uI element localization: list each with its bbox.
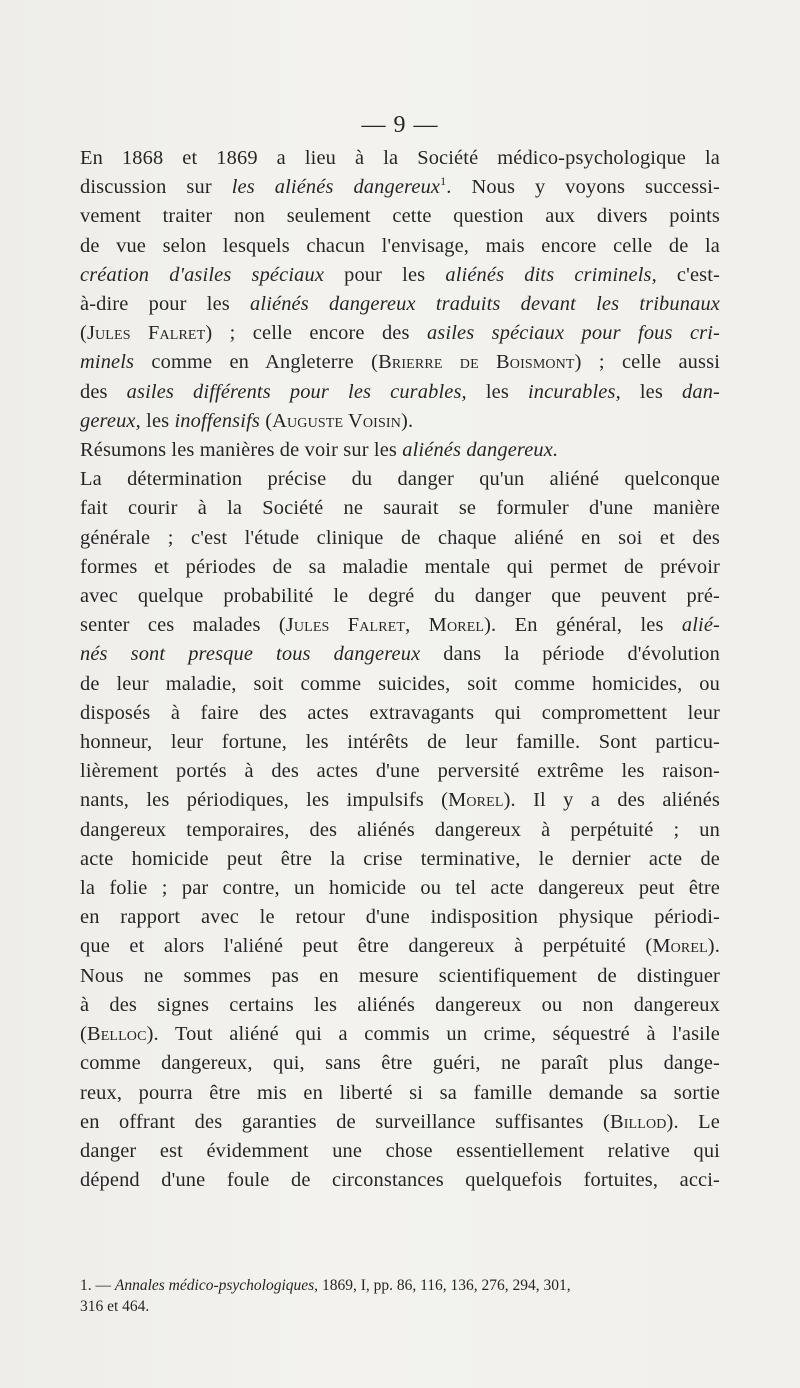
text-run: de leur maladie, soit comme suicides, soit comme homicides, ou	[80, 672, 720, 695]
text-line	[80, 1108, 720, 1137]
text-line	[80, 1079, 720, 1108]
text-run: création d'asiles spéciaux	[80, 263, 325, 286]
body-text	[80, 144, 720, 1195]
text-line	[80, 699, 720, 728]
author-name: Billod	[610, 1110, 667, 1133]
text-run: reux, pourra être mis en liberté si sa famille demande sa sortie	[80, 1081, 720, 1104]
text-run: dépend d'une foule de circonstances quelquefois fortuites, acci-	[80, 1169, 720, 1192]
text-line	[80, 232, 720, 261]
text-line	[80, 640, 720, 669]
text-run: En 1868 et 1869 a lieu à la Société médico-psychologique la	[80, 147, 720, 169]
text-line	[80, 582, 720, 611]
author-name: Morel	[448, 789, 504, 812]
author-name: Auguste Voisin	[272, 409, 402, 432]
text-line	[80, 670, 720, 699]
text-line	[80, 261, 720, 290]
text-line	[80, 407, 720, 436]
text-line	[80, 1166, 720, 1195]
text-run: les	[466, 380, 528, 403]
text-run: ).	[707, 935, 720, 958]
text-line	[80, 874, 720, 903]
text-run: ) ; celle encore des	[205, 322, 427, 345]
text-run: disposés à faire des actes extravagants qui compromettent leur	[80, 701, 720, 724]
text-run: pour les	[324, 263, 446, 286]
text-run: comme dangereux, qui, sans être guéri, ne paraît plus dange-	[80, 1052, 720, 1075]
text-run: ). Il y a des aliénés	[503, 789, 720, 812]
text-run: générale ; c'est l'étude clinique de chaque aliéné en soi et des	[80, 526, 720, 549]
text-line	[80, 757, 720, 786]
text-run: des	[80, 380, 127, 403]
text-run: 1869, I, pp. 86, 116, 136, 276, 294, 301,	[318, 1277, 571, 1294]
text-run: dans la période d'évolution	[420, 643, 720, 666]
text-run: que et alors l'aliéné peut être dangereux à perpétuité (	[80, 935, 653, 958]
footnote	[80, 1275, 720, 1317]
text-run: minels	[80, 351, 135, 374]
text-run: Annales médico-psychologiques,	[114, 1277, 319, 1294]
text-run: asiles spéciaux pour fous cri-	[426, 322, 720, 345]
author-name: Jules Falret	[86, 322, 206, 345]
text-run: fait courir à la Société ne saurait se formuler d'une manière	[80, 497, 720, 520]
text-run: ). Le	[666, 1110, 720, 1133]
text-run: aliénés dangereux traduits devant les tribunaux	[250, 293, 720, 316]
page-number: — 9 —	[361, 112, 439, 138]
text-run: à des signes certains les aliénés dangereux ou non dangereux	[80, 993, 720, 1016]
text-run: avec quelque probabilité le degré du danger que peuvent pré-	[80, 585, 720, 608]
author-name: Jules Falret, Morel	[285, 614, 485, 637]
text-run: nants, les périodiques, les impulsifs (	[80, 789, 449, 812]
text-run: incurables,	[527, 380, 621, 403]
text-run: à-dire pour les	[80, 293, 251, 316]
text-run: (	[80, 322, 87, 345]
text-run: dan-	[682, 380, 720, 403]
text-line	[80, 319, 720, 348]
text-line	[80, 378, 720, 407]
text-line	[80, 611, 720, 640]
text-line	[80, 348, 720, 377]
text-run: alié-	[681, 614, 720, 637]
text-run: senter ces malades (	[80, 614, 286, 637]
text-line	[80, 436, 720, 465]
text-run: La détermination précise du danger qu'un aliéné quelconque	[80, 468, 720, 491]
text-line	[80, 1020, 720, 1049]
text-run: lièrement portés à des actes d'une perversité extrême les raison-	[80, 760, 720, 783]
text-run: honneur, leur fortune, les intérêts de leur famille. Sont particu-	[80, 731, 720, 754]
text-line	[80, 845, 720, 874]
footnote-line	[80, 1296, 720, 1317]
text-run: inoffensifs	[174, 409, 260, 432]
text-run: acte homicide peut être la crise terminative, le dernier acte de	[80, 847, 720, 870]
text-line	[80, 173, 720, 202]
text-run: dangereux temporaires, des aliénés dangereux à perpétuité ; un	[80, 818, 720, 841]
text-run: ).	[401, 409, 414, 432]
author-name: Brierre de Boismont	[378, 351, 575, 374]
text-line	[80, 932, 720, 961]
footnote-line	[80, 1275, 720, 1296]
text-run: les aliénés dangereux	[231, 176, 441, 199]
text-line	[80, 962, 720, 991]
text-line	[80, 290, 720, 319]
text-run: gereux,	[80, 409, 141, 432]
text-run: aliénés dits criminels,	[445, 263, 657, 286]
text-run: vement traiter non seulement cette question aux divers points	[80, 205, 720, 228]
text-run: la folie ; par contre, un homicide ou tel acte dangereux peut être	[80, 877, 720, 900]
text-run: (	[80, 1023, 87, 1046]
text-run: . Nous y voyons successi-	[446, 176, 720, 199]
text-run: asiles différents pour les curables,	[126, 380, 467, 403]
text-run: aliénés dangereux.	[402, 439, 559, 462]
text-run: en rapport avec le retour d'une indisposition physique périodi-	[80, 906, 720, 929]
text-line	[80, 553, 720, 582]
text-run: ). En général, les	[484, 614, 682, 637]
text-line	[80, 903, 720, 932]
author-name: Belloc	[86, 1023, 147, 1046]
text-run: en offrant des garanties de surveillance suffisantes (	[80, 1110, 610, 1133]
text-line	[80, 144, 720, 173]
text-run: les	[620, 380, 682, 403]
text-run: danger est évidemment une chose essentiellement relative qui	[80, 1139, 720, 1162]
text-run: les	[140, 409, 175, 432]
text-line	[80, 202, 720, 231]
text-run: ) ; celle aussi	[574, 351, 721, 374]
text-run: 316 et 464.	[80, 1298, 150, 1315]
text-line	[80, 465, 720, 494]
text-run: Résumons les manières de voir sur les	[80, 439, 403, 462]
text-line	[80, 1049, 720, 1078]
text-run: formes et périodes de sa maladie mentale qui permet de prévoir	[80, 555, 720, 578]
footnote-marker: 1	[440, 174, 447, 189]
text-line	[80, 728, 720, 757]
text-line	[80, 786, 720, 815]
text-run: (	[259, 409, 273, 432]
text-run: 1. —	[80, 1277, 115, 1294]
text-line	[80, 816, 720, 845]
text-line	[80, 494, 720, 523]
text-run: ). Tout aliéné qui a commis un crime, séquestré à l'asile	[146, 1023, 720, 1046]
text-run: Nous ne sommes pas en mesure scientifiquement de distinguer	[80, 964, 720, 987]
text-line	[80, 524, 720, 553]
text-run: de vue selon lesquels chacun l'envisage, mais encore celle de la	[80, 234, 720, 257]
text-run: nés sont presque tous dangereux	[80, 643, 421, 666]
text-run: c'est-	[656, 263, 720, 286]
author-name: Morel	[652, 935, 708, 958]
text-line	[80, 991, 720, 1020]
text-run: comme en Angleterre (	[134, 351, 379, 374]
text-line	[80, 1137, 720, 1166]
text-run: discussion sur	[80, 176, 232, 199]
